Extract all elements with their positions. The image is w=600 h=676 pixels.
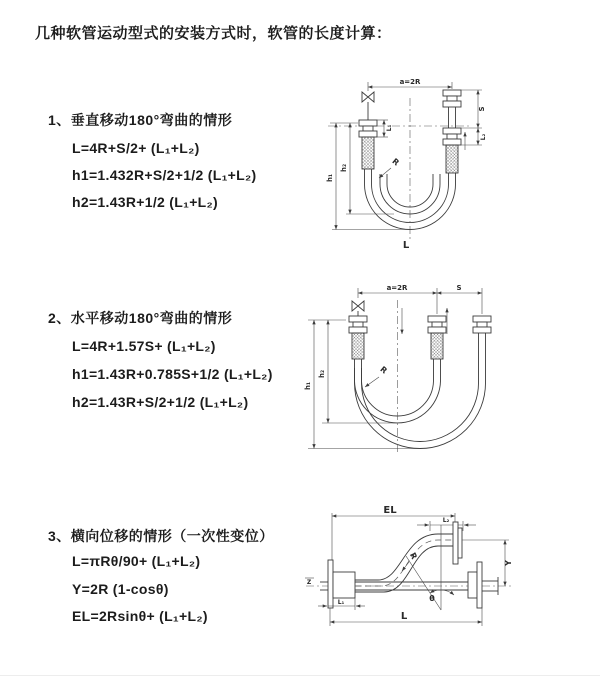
datum-z-label: Z	[306, 579, 312, 586]
dim-l1-label: L₁	[337, 599, 345, 606]
radius-label: R	[407, 551, 419, 561]
dim-h2-label: h₂	[318, 369, 326, 379]
dim-h1-label: h₁	[304, 381, 312, 391]
dim-l-label: L	[400, 611, 408, 622]
hose-s-curve	[355, 534, 453, 592]
radius-label: R	[378, 364, 389, 376]
section3-heading: 3、横向位移的情形（一次性变位）	[48, 528, 274, 544]
dim-l2-label: L₂	[480, 133, 487, 141]
section1-formula-h2: h2=1.43R+1/2 (L₁+L₂)	[72, 194, 219, 210]
section3-formula-EL: EL=2Rsinθ+ (L₁+L₂)	[72, 608, 208, 624]
upper-right-flange	[453, 522, 462, 564]
section1-formula-L: L=4R+S/2+ (L₁+L₂)	[72, 140, 200, 156]
dim-l1-label: L₁	[386, 124, 393, 132]
right-fitting	[443, 90, 461, 173]
left-fitting	[359, 120, 377, 169]
middle-fitting	[428, 316, 446, 359]
dim-h2-label: h₂	[340, 163, 348, 173]
diagram-vertical-180	[320, 68, 520, 260]
dim-s-label: S	[456, 284, 462, 292]
diagram-lateral-displacement	[298, 500, 528, 635]
angle-theta-label: θ	[429, 594, 435, 603]
section2-formula-h1: h1=1.43R+0.785S+1/2 (L₁+L₂)	[72, 366, 273, 382]
diagram-horizontal-180	[300, 280, 530, 458]
dim-y-label: Y	[504, 560, 513, 566]
dim-s-label: S	[478, 106, 486, 112]
section2-heading: 2、水平移动180°弯曲的情形	[48, 310, 233, 326]
section3-formula-L: L=πRθ/90+ (L₁+L₂)	[72, 553, 201, 569]
left-fitting	[349, 316, 367, 359]
dim-l2-label: L₂	[442, 517, 450, 524]
angle-construction	[406, 525, 454, 610]
valve-icon	[352, 301, 364, 311]
radius-label: R	[390, 156, 401, 168]
hose-u-bend	[355, 350, 486, 449]
dim-a2r-label: a=2R	[399, 78, 421, 86]
right-fitting	[473, 316, 491, 350]
page-title: 几种软管运动型式的安装方式时，软管的长度计算：	[35, 25, 392, 42]
valve-icon	[362, 92, 374, 102]
section2-formula-L: L=4R+1.57S+ (L₁+L₂)	[72, 338, 216, 354]
section3-formula-Y: Y=2R (1-cosθ)	[72, 581, 169, 597]
dim-a2r-label: a=2R	[386, 284, 408, 292]
section1-formula-h1: h1=1.432R+S/2+1/2 (L₁+L₂)	[72, 167, 257, 183]
dim-el-label: EL	[383, 505, 397, 516]
lower-right-flange	[468, 562, 498, 608]
dim-h1-label: h₁	[326, 173, 334, 183]
length-label: L	[402, 240, 410, 251]
section2-formula-h2: h2=1.43R+S/2+1/2 (L₁+L₂)	[72, 394, 249, 410]
section1-heading: 1、垂直移动180°弯曲的情形	[48, 112, 233, 128]
